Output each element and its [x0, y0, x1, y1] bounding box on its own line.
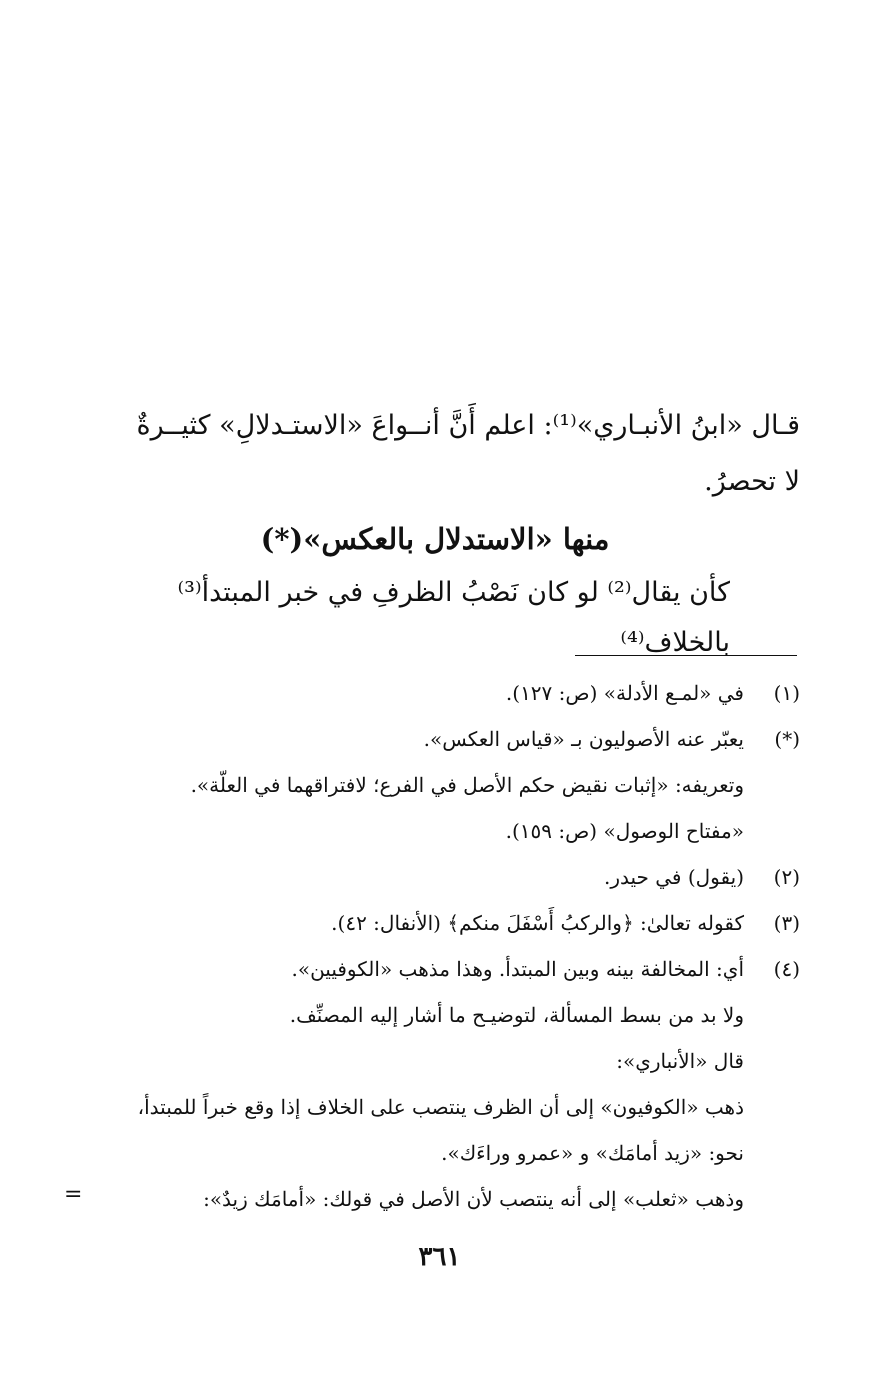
footnote-4-line-6 [70, 1178, 800, 1220]
footnote-text: ولا بد من بسط المسألة، لتوضيـح ما أشار إليه المصنِّف. [289, 1003, 744, 1027]
footnote-marker: (٢) [773, 865, 800, 889]
footnote-text: كقوله تعالىٰ: ﴿والركبُ أَسْفَلَ منكم﴾ (الأنفال: ٤٢). [331, 911, 744, 935]
footnote-text: في «لمـع الأدلة» (ص: ١٢٧). [505, 681, 744, 705]
continuation-mark: = [64, 1182, 83, 1207]
intro-paragraph [70, 398, 800, 510]
section-heading: منها «الاستدلال بالعكس»(*) [260, 522, 610, 556]
footnote-text: يعبّر عنه الأصوليون بـ «قياس العكس». [423, 727, 744, 751]
footnote-text: وتعريفه: «إثبات نقيض حكم الأصل في الفرع؛ لافتراقهما في العلّة». [190, 773, 744, 797]
footnote-text: أي: المخالفة بينه وبين المبتدأ. وهذا مذهب «الكوفيين». [291, 957, 744, 981]
footnote-text: ذهب «الكوفيون» إلى أن الظرف ينتصب على الخلاف إذا وقع خبراً للمبتدأ، [137, 1095, 744, 1119]
footnote-marker: (*) [774, 727, 800, 751]
footnote-star-definition [70, 764, 800, 806]
footnote-text: «مفتاح الوصول» (ص: ١٥٩). [505, 819, 744, 843]
intro-line-1: قـال «ابنُ الأنبـاري»⁽¹⁾: اعلم أَنَّ أنــواعَ «الاستـدلالِ» كثيــرةٌ [136, 410, 800, 441]
footnote-marker: (١) [773, 681, 800, 705]
footnote-star [70, 718, 800, 760]
intro-line-2: لا تحصرُ. [704, 466, 800, 497]
footnote-marker: (٤) [773, 957, 800, 981]
footnote-4-line-4 [70, 1086, 800, 1128]
footnote-marker: (٣) [773, 911, 800, 935]
footnote-text: وذهب «ثعلب» إلى أنه ينتصب لأن الأصل في قولك: «أمامَك زيدٌ»: [203, 1187, 744, 1211]
body-text: كأن يقال⁽²⁾ لو كان نَصْبُ الظرفِ في خبر المبتدأ⁽³⁾ بالخلاف⁽⁴⁾ [177, 577, 730, 658]
footnote-separator [575, 655, 797, 656]
footnote-text: قال «الأنباري»: [616, 1049, 744, 1073]
footnote-2 [70, 856, 800, 898]
footnote-text: (يقول) في حيدر. [603, 865, 744, 889]
footnote-star-source [70, 810, 800, 852]
footnote-4-line-2 [70, 994, 800, 1036]
footnote-4 [70, 948, 800, 990]
footnote-3 [70, 902, 800, 944]
footnote-4-line-3 [70, 1040, 800, 1082]
page-number: ٣٦١ [418, 1242, 461, 1272]
footnote-text: نحو: «زيد أمامَك» و «عمرو وراءَك». [441, 1141, 744, 1165]
footnote-1 [70, 672, 800, 714]
footnote-4-line-5 [70, 1132, 800, 1174]
